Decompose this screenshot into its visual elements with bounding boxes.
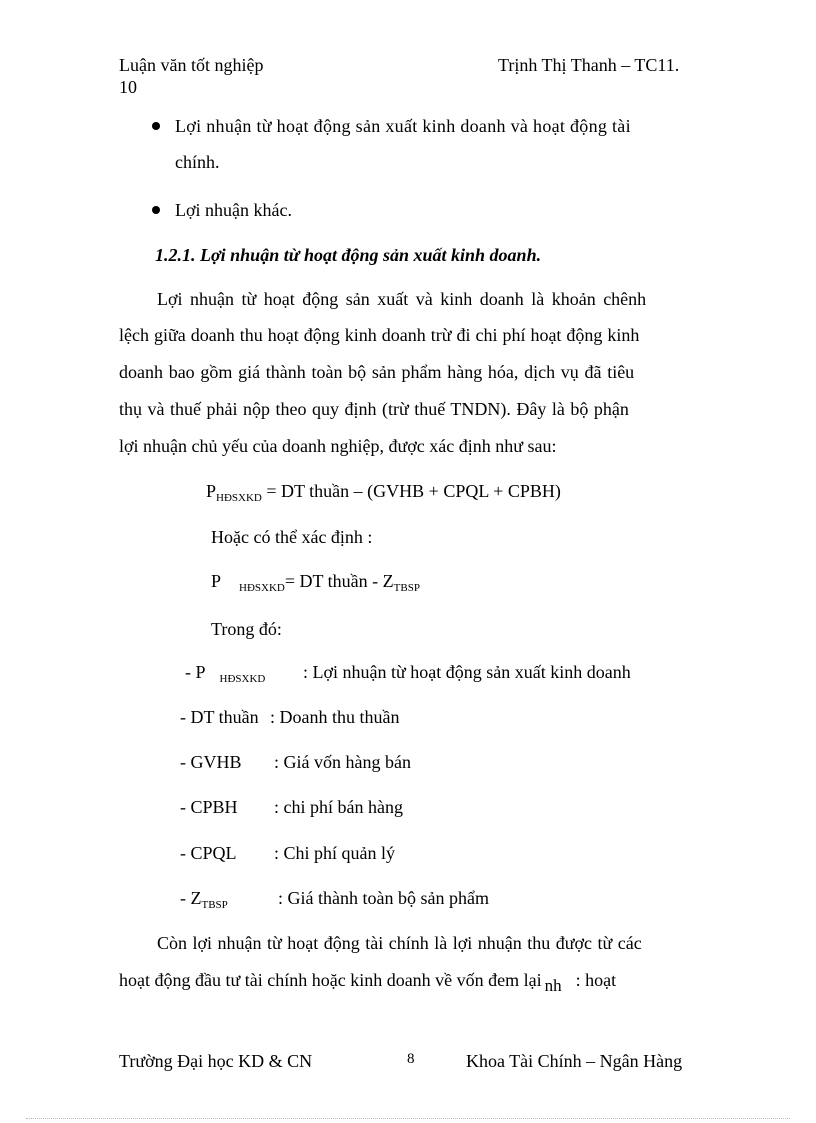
bullet-icon xyxy=(152,206,160,214)
paragraph-line: lợi nhuận chủ yếu của doanh nghiệp, được xác định như sau: xyxy=(119,436,557,456)
footer-right: Khoa Tài Chính – Ngân Hàng xyxy=(466,1051,683,1071)
definition-desc: : Doanh thu thuần xyxy=(270,707,400,727)
header-left: Luận văn tốt nghiệp xyxy=(119,55,264,75)
bullet-text: Lợi nhuận khác. xyxy=(175,200,292,220)
where-label: Trong đó: xyxy=(211,619,282,639)
section-heading: 1.2.1. Lợi nhuận từ hoạt động sản xuất kinh doanh. xyxy=(155,245,542,265)
header-right: Trịnh Thị Thanh – TC11. xyxy=(498,55,680,75)
definition-term: - Z xyxy=(180,888,202,908)
formula-subscript: HĐSXKD xyxy=(216,492,262,504)
bullet-icon xyxy=(152,122,160,130)
paragraph-fragment: : hoạt xyxy=(575,970,617,990)
definition-term: - GVHB xyxy=(180,752,242,772)
bullet-text-continued: chính. xyxy=(175,152,220,172)
definition-desc: : chi phí bán hàng xyxy=(274,797,403,817)
definition-desc: : Lợi nhuận từ hoạt động sản xuất kinh doanh xyxy=(303,662,631,682)
formula-expression: = DT thuần - Z xyxy=(284,571,394,591)
paragraph-line: doanh bao gồm giá thành toàn bộ sản phẩm hàng hóa, dịch vụ đã tiêu xyxy=(119,362,635,382)
formula-subscript: TBSP xyxy=(393,582,420,594)
paragraph-text: hoạt động đầu tư tài chính hoặc kinh doanh về vốn đem lại xyxy=(119,970,542,990)
paragraph-line xyxy=(119,970,617,995)
header-page-number: 10 xyxy=(119,77,137,97)
definition-row xyxy=(185,662,266,685)
definition-desc: : Giá vốn hàng bán xyxy=(274,752,411,772)
definition-desc: : Giá thành toàn bộ sản phẩm xyxy=(278,888,489,908)
definition-subscript: TBSP xyxy=(201,899,228,911)
paragraph-line: lệch giữa doanh thu hoạt động kinh doanh trừ đi chi phí hoạt động kinh xyxy=(119,325,640,345)
definition-term: - P xyxy=(185,662,206,682)
definition-term: - CPBH xyxy=(180,797,238,817)
footer-left: Trường Đại học KD & CN xyxy=(119,1051,313,1071)
footer-page-number: 8 xyxy=(407,1051,415,1067)
formula-expression: = DT thuần – (GVHB + CPQL + CPBH) xyxy=(261,481,561,501)
paragraph-line: thụ và thuế phải nộp theo quy định (trừ thuế TNDN). Đây là bộ phận xyxy=(119,399,629,419)
formula-symbol: P xyxy=(206,481,217,501)
page-bottom-border xyxy=(26,1118,790,1119)
formula-symbol: P xyxy=(211,571,222,591)
definition-term: - DT thuần xyxy=(180,707,259,727)
paragraph-line: Còn lợi nhuận từ hoạt động tài chính là lợi nhuận thu được từ các xyxy=(157,933,642,953)
alternative-label: Hoặc có thể xác định : xyxy=(211,527,373,547)
definition-row xyxy=(180,888,228,911)
formula-main xyxy=(206,481,561,504)
paragraph-fragment: nh xyxy=(544,976,562,995)
paragraph-line: Lợi nhuận từ hoạt động sản xuất và kinh doanh là khoản chênh xyxy=(157,289,647,309)
formula-alt xyxy=(211,571,420,594)
definition-subscript: HĐSXKD xyxy=(219,673,266,685)
definition-desc: : Chi phí quản lý xyxy=(274,843,395,863)
definition-term: - CPQL xyxy=(180,843,237,863)
bullet-text: Lợi nhuận từ hoạt động sản xuất kinh doanh và hoạt động tài xyxy=(175,116,631,136)
formula-subscript: HĐSXKD xyxy=(239,582,285,594)
